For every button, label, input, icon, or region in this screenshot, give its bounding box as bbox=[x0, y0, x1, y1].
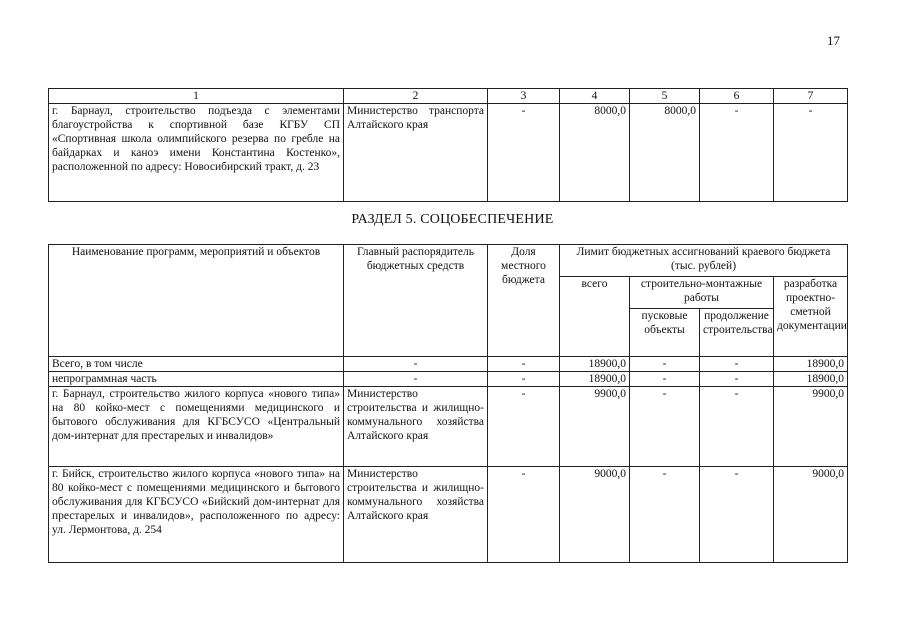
row-manager: Министерство строительства и жилищно-коммунального хозяйства Алтайского края bbox=[344, 387, 488, 467]
row-launch: - bbox=[630, 372, 700, 387]
row-launch: - bbox=[630, 467, 700, 563]
row-name: непрограммная часть bbox=[49, 372, 344, 387]
table-row bbox=[49, 467, 848, 563]
row-name: г. Бийск, строительство жилого корпуса «нового типа» на 80 койко-мест с помещениями медицинского и бытового обслуживания для КГБСУСО «Бийский дом-интернат для престарелых и инвалидов», расположенного по адресу: ул. Лермонтова, д. 254 bbox=[49, 467, 344, 563]
header-total: всего bbox=[560, 277, 630, 357]
main-table bbox=[48, 244, 848, 563]
row-launch: - bbox=[630, 357, 700, 372]
column-number: 5 bbox=[630, 89, 700, 104]
header-launch: пусковые объекты bbox=[630, 309, 700, 357]
header-construction: строительно-монтажные работы bbox=[630, 277, 774, 309]
column-number: 2 bbox=[344, 89, 488, 104]
row-design: 18900,0 bbox=[774, 372, 848, 387]
row-total: 18900,0 bbox=[560, 357, 630, 372]
column-number: 3 bbox=[488, 89, 560, 104]
header-row bbox=[49, 245, 848, 277]
local-budget-share: - bbox=[488, 104, 560, 202]
column-number-row bbox=[49, 89, 848, 104]
row-share: - bbox=[488, 387, 560, 467]
row-continuing: - bbox=[700, 467, 774, 563]
row-continuing: - bbox=[700, 357, 774, 372]
row-launch: - bbox=[630, 387, 700, 467]
section-title: РАЗДЕЛ 5. СОЦОБЕСПЕЧЕНИЕ bbox=[351, 212, 554, 227]
column-number: 6 bbox=[700, 89, 774, 104]
object-name: г. Барнаул, строительство подъезда с элементами благоустройства к спортивной базе КГБУ СП «Спортивная школа олимпийского резерва по гребле на байдарках и каноэ имени Константина Костенко», расположенной по адресу: Новосибирский тракт, д. 23 bbox=[49, 104, 344, 202]
design-documentation: - bbox=[774, 104, 848, 202]
row-continuing: - bbox=[700, 372, 774, 387]
row-design: 9000,0 bbox=[774, 467, 848, 563]
row-name: г. Барнаул, строительство жилого корпуса «нового типа» на 80 койко-мест с помещениями медицинского и бытового обслуживания для КГБСУСО «Центральный дом-интернат для престарелых и инвалидов» bbox=[49, 387, 344, 467]
row-design: 9900,0 bbox=[774, 387, 848, 467]
header-local-share: Доля местного бюджета bbox=[488, 245, 560, 357]
header-design: разработка проектно-сметной документации bbox=[774, 277, 848, 357]
table-row bbox=[49, 387, 848, 467]
table-row bbox=[49, 372, 848, 387]
row-manager: - bbox=[344, 357, 488, 372]
column-number: 4 bbox=[560, 89, 630, 104]
budget-manager: Министерство транспорта Алтайского края bbox=[344, 104, 488, 202]
column-number: 7 bbox=[774, 89, 848, 104]
top-table bbox=[48, 88, 848, 202]
row-total: 18900,0 bbox=[560, 372, 630, 387]
header-name: Наименование программ, мероприятий и объектов bbox=[49, 245, 344, 357]
row-continuing: - bbox=[700, 387, 774, 467]
launch-objects: 8000,0 bbox=[630, 104, 700, 202]
continuing-construction: - bbox=[700, 104, 774, 202]
row-design: 18900,0 bbox=[774, 357, 848, 372]
row-manager: - bbox=[344, 372, 488, 387]
row-share: - bbox=[488, 357, 560, 372]
header-limit: Лимит бюджетных ассигнований краевого бюджета (тыс. рублей) bbox=[560, 245, 848, 277]
row-total: 9000,0 bbox=[560, 467, 630, 563]
row-total: 9900,0 bbox=[560, 387, 630, 467]
header-manager: Главный распорядитель бюджетных средств bbox=[344, 245, 488, 357]
row-name: Всего, в том числе bbox=[49, 357, 344, 372]
table-row bbox=[49, 357, 848, 372]
column-number: 1 bbox=[49, 89, 344, 104]
limit-total: 8000,0 bbox=[560, 104, 630, 202]
row-share: - bbox=[488, 467, 560, 563]
row-share: - bbox=[488, 372, 560, 387]
page-number: 17 bbox=[827, 33, 840, 48]
row-manager: Министерство строительства и жилищно-коммунального хозяйства Алтайского края bbox=[344, 467, 488, 563]
table-row bbox=[49, 104, 848, 202]
header-continuing: продолжение строительства bbox=[700, 309, 774, 357]
